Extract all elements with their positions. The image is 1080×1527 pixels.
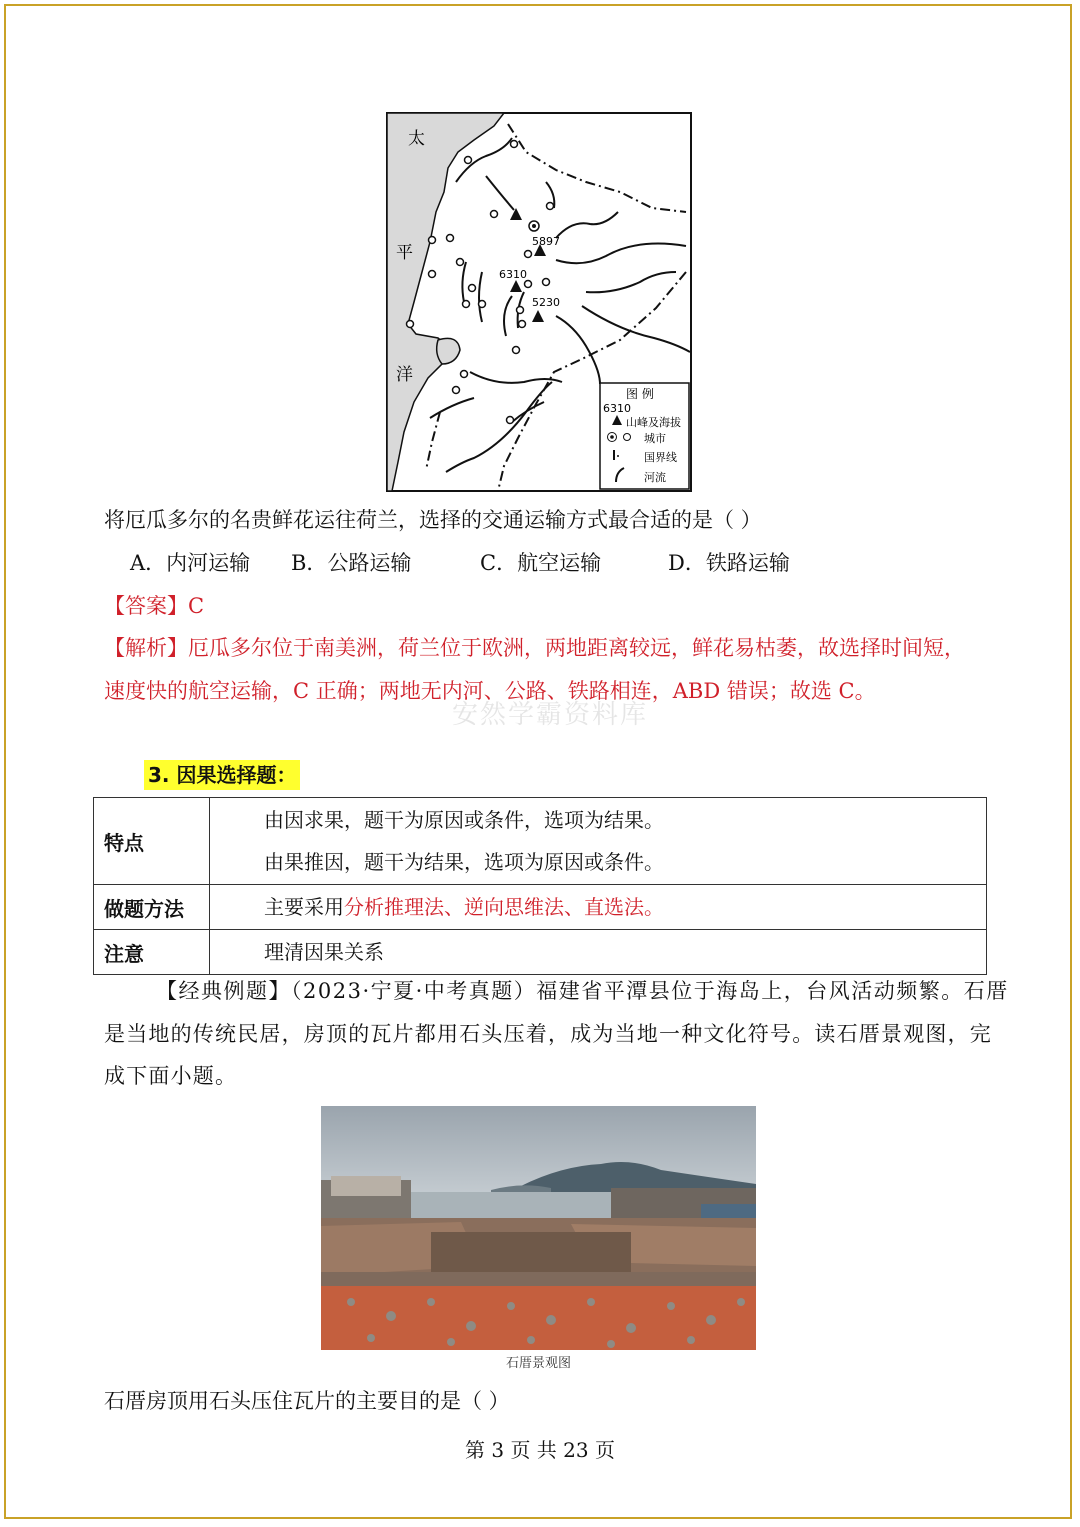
ecuador-map xyxy=(386,112,692,492)
option-d: D．铁路运输 xyxy=(668,551,790,575)
legend-city-label: 城市 xyxy=(644,432,666,445)
peak-height-label: 5230 xyxy=(532,296,560,309)
analysis-line-1 xyxy=(104,634,965,662)
example-tag: 【经典例题】 xyxy=(156,979,291,1003)
method-prefix: 主要采用 xyxy=(264,895,344,919)
note-label: 注意 xyxy=(94,930,210,975)
map-legend xyxy=(600,383,689,489)
note-content xyxy=(210,930,987,975)
photo-caption: 石厝景观图 xyxy=(505,1356,571,1371)
example-text-1: （2023·宁夏·中考真题）福建省平潭县位于海岛上，台风活动频繁。石厝 xyxy=(291,979,1009,1003)
analysis-tag: 【解析】 xyxy=(104,636,188,660)
method-highlight: 分析推理法、逆向思维法、直选法。 xyxy=(344,895,664,919)
ocean-char-3: 洋 xyxy=(396,365,413,385)
feature-label: 特点 xyxy=(94,798,210,885)
map-svg xyxy=(386,112,692,492)
page-footer: 第 3 页 共 23 页 xyxy=(465,1438,615,1462)
section-title: 3. 因果选择题： xyxy=(144,760,300,790)
peak-height-label: 6310 xyxy=(499,268,527,281)
feature-content xyxy=(210,798,987,885)
option-c: C．航空运输 xyxy=(480,551,602,575)
peak-height-label: 5897 xyxy=(532,235,560,248)
answer-line xyxy=(104,592,204,620)
example-line-3: 成下面小题。 xyxy=(104,1064,238,1088)
feature-line-1: 由因求果，题干为原因或条件，选项为结果。 xyxy=(264,808,664,832)
example-line-1 xyxy=(156,977,1009,1005)
ocean-char-2: 平 xyxy=(396,243,413,263)
option-a: A．内河运输 xyxy=(130,551,251,575)
ocean-char-1: 太 xyxy=(408,129,425,149)
table-row-method xyxy=(94,885,987,930)
note-text: 理清因果关系 xyxy=(264,940,384,964)
stone-house-photo xyxy=(321,1106,756,1350)
method-label: 做题方法 xyxy=(94,885,210,930)
feature-line-2: 由果推因，题干为结果，选项为原因或条件。 xyxy=(264,850,664,874)
analysis-text-1: 厄瓜多尔位于南美洲，荷兰位于欧洲，两地距离较远，鲜花易枯萎，故选择时间短， xyxy=(188,636,965,660)
legend-peak-label: 山峰及海拔 xyxy=(626,416,681,429)
answer-tag: 【答案】 xyxy=(104,594,188,618)
question-stem: 将厄瓜多尔的名贵鲜花运往荷兰，选择的交通运输方式最合适的是（ ） xyxy=(104,508,762,532)
table-row-feature xyxy=(94,798,987,885)
legend-peak-height: 6310 xyxy=(603,402,631,415)
watermark: 安然学霸资料库 xyxy=(452,700,649,730)
option-b: B．公路运输 xyxy=(291,551,412,575)
table-row-note xyxy=(94,930,987,975)
method-content xyxy=(210,885,987,930)
method-table xyxy=(93,797,987,975)
legend-border-label: 国界线 xyxy=(644,451,677,464)
legend-title: 图 例 xyxy=(626,387,654,401)
answer-value: C xyxy=(188,594,205,618)
example-line-2: 是当地的传统民居，房顶的瓦片都用石头压着，成为当地一种文化符号。读石厝景观图，完 xyxy=(104,1022,992,1046)
example-question: 石厝房顶用石头压住瓦片的主要目的是（ ） xyxy=(104,1389,510,1413)
analysis-line-2: 速度快的航空运输，C 正确；两地无内河、公路、铁路相连，ABD 错误；故选 C。 xyxy=(104,679,876,703)
legend-river-label: 河流 xyxy=(644,471,666,484)
